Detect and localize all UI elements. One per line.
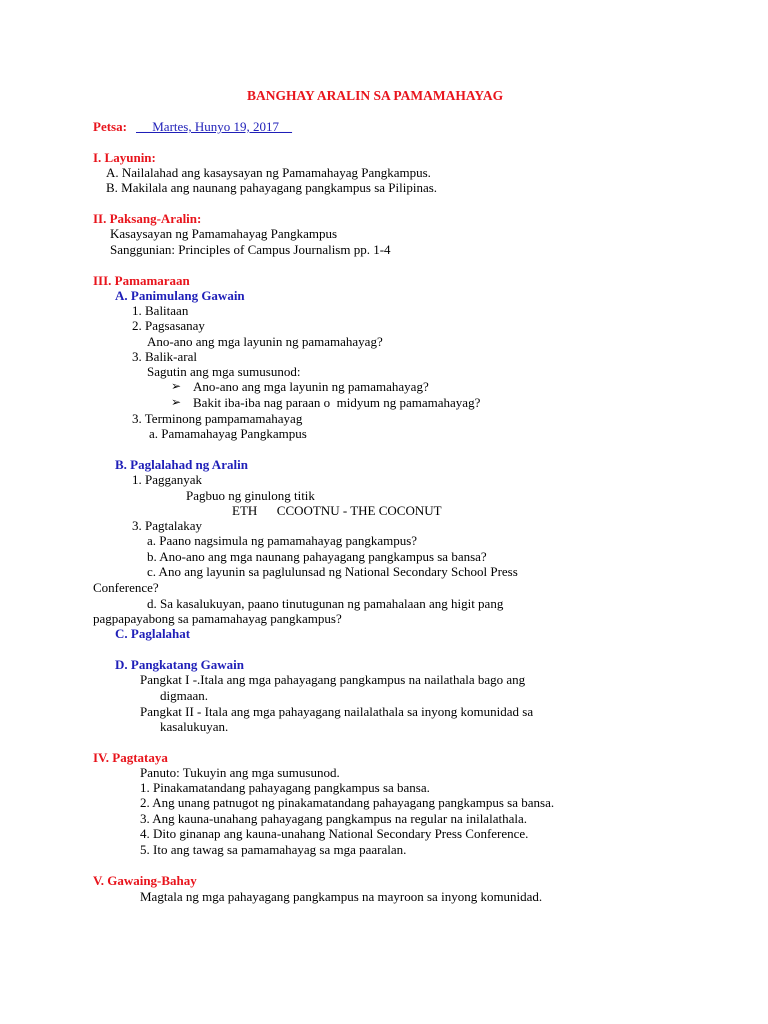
- group-task: Pangkat II - Itala ang mga pahayagang nailalathala sa inyong komunidad sa: [140, 704, 534, 719]
- subsection-paglalahad-heading: B. Paglalahad ng Aralin: [115, 457, 248, 472]
- discussion-question: b. Ano-ano ang mga naunang pahayagang pangkampus sa bansa?: [147, 549, 487, 564]
- pagtataya-item: 4. Dito ginanap ang kauna-unahang National Secondary Press Conference.: [140, 826, 529, 841]
- pagtataya-item: 5. Ito ang tawag sa pamamahayag sa mga paaralan.: [140, 842, 407, 857]
- gawaing-bahay-task: Magtala ng mga pahayagang pangkampus na mayroon sa inyong komunidad.: [140, 889, 543, 904]
- discussion-question-cont: pagpapayabong sa pamamahayag pangkampus?: [93, 611, 342, 626]
- discussion-question: c. Ano ang layunin sa paglulunsad ng National Secondary School Press: [147, 564, 518, 579]
- pagtataya-item: 3. Ang kauna-unahang pahayagang pangkampus na regular na inilalathala.: [140, 811, 527, 826]
- group-task-cont: digmaan.: [160, 688, 209, 703]
- list-item: 3. Balik-aral: [132, 349, 197, 364]
- paksang-aralin-reference: Sanggunian: Principles of Campus Journalism pp. 1-4: [110, 242, 391, 257]
- scrambled-words: ETH CCOOTNU - THE COCONUT: [232, 503, 442, 518]
- arrow-bullet-icon: ➢: [171, 379, 182, 393]
- list-item: 3. Pagtalakay: [132, 518, 203, 533]
- discussion-question: d. Sa kasalukuyan, paano tinutugunan ng pamahalaan ang higit pang: [147, 596, 504, 611]
- paksang-aralin-topic: Kasaysayan ng Pamamahayag Pangkampus: [110, 226, 338, 241]
- subsection-paglalahat-heading: C. Paglalahat: [115, 626, 191, 641]
- discussion-question: a. Paano nagsimula ng pamamahayag pangkampus?: [147, 533, 418, 548]
- list-item-detail: a. Pamamahayag Pangkampus: [149, 426, 307, 441]
- section-paksang-aralin-heading: II. Paksang-Aralin:: [93, 211, 202, 226]
- list-item: 1. Pagganyak: [132, 472, 203, 487]
- section-pamamaraan-heading: III. Pamamaraan: [93, 273, 190, 288]
- list-item: 2. Pagsasanay: [132, 318, 205, 333]
- bullet-item: Ano-ano ang mga layunin ng pamamahayag?: [193, 379, 429, 394]
- discussion-question-cont: Conference?: [93, 580, 159, 595]
- page-title: BANGHAY ARALIN SA PAMAMAHAYAG: [247, 88, 504, 103]
- list-item-detail: Ano-ano ang mga layunin ng pamamahayag?: [147, 334, 383, 349]
- section-gawaing-bahay-heading: V. Gawaing-Bahay: [93, 873, 197, 888]
- section-layunin-heading: I. Layunin:: [93, 150, 156, 165]
- group-task-cont: kasalukuyan.: [160, 719, 229, 734]
- layunin-item: A. Nailalahad ang kasaysayan ng Pamamahayag Pangkampus.: [106, 165, 431, 180]
- pagtataya-item: 2. Ang unang patnugot ng pinakamatandang pahayagang pangkampus sa bansa.: [140, 795, 555, 810]
- subsection-panimulang-gawain-heading: A. Panimulang Gawain: [115, 288, 245, 303]
- date-value: __Martes, Hunyo 19, 2017__: [136, 119, 292, 134]
- list-item-detail: Pagbuo ng ginulong titik: [186, 488, 315, 503]
- section-pagtataya-heading: IV. Pagtataya: [93, 750, 168, 765]
- pagtataya-instruction: Panuto: Tukuyin ang mga sumusunod.: [140, 765, 340, 780]
- bullet-item: Bakit iba-iba nag paraan o midyum ng pamamahayag?: [193, 395, 481, 410]
- pagtataya-item: 1. Pinakamatandang pahayagang pangkampus sa bansa.: [140, 780, 430, 795]
- group-task: Pangkat I -.Itala ang mga pahayagang pangkampus na nailathala bago ang: [140, 672, 526, 687]
- list-item: 3. Terminong pampamamahayag: [132, 411, 303, 426]
- date-label: Petsa:: [93, 119, 127, 134]
- list-item-detail: Sagutin ang mga sumusunod:: [147, 364, 301, 379]
- list-item: 1. Balitaan: [132, 303, 189, 318]
- arrow-bullet-icon: ➢: [171, 395, 182, 409]
- layunin-item: B. Makilala ang naunang pahayagang pangkampus sa Pilipinas.: [106, 180, 438, 195]
- subsection-pangkatang-gawain-heading: D. Pangkatang Gawain: [115, 657, 244, 672]
